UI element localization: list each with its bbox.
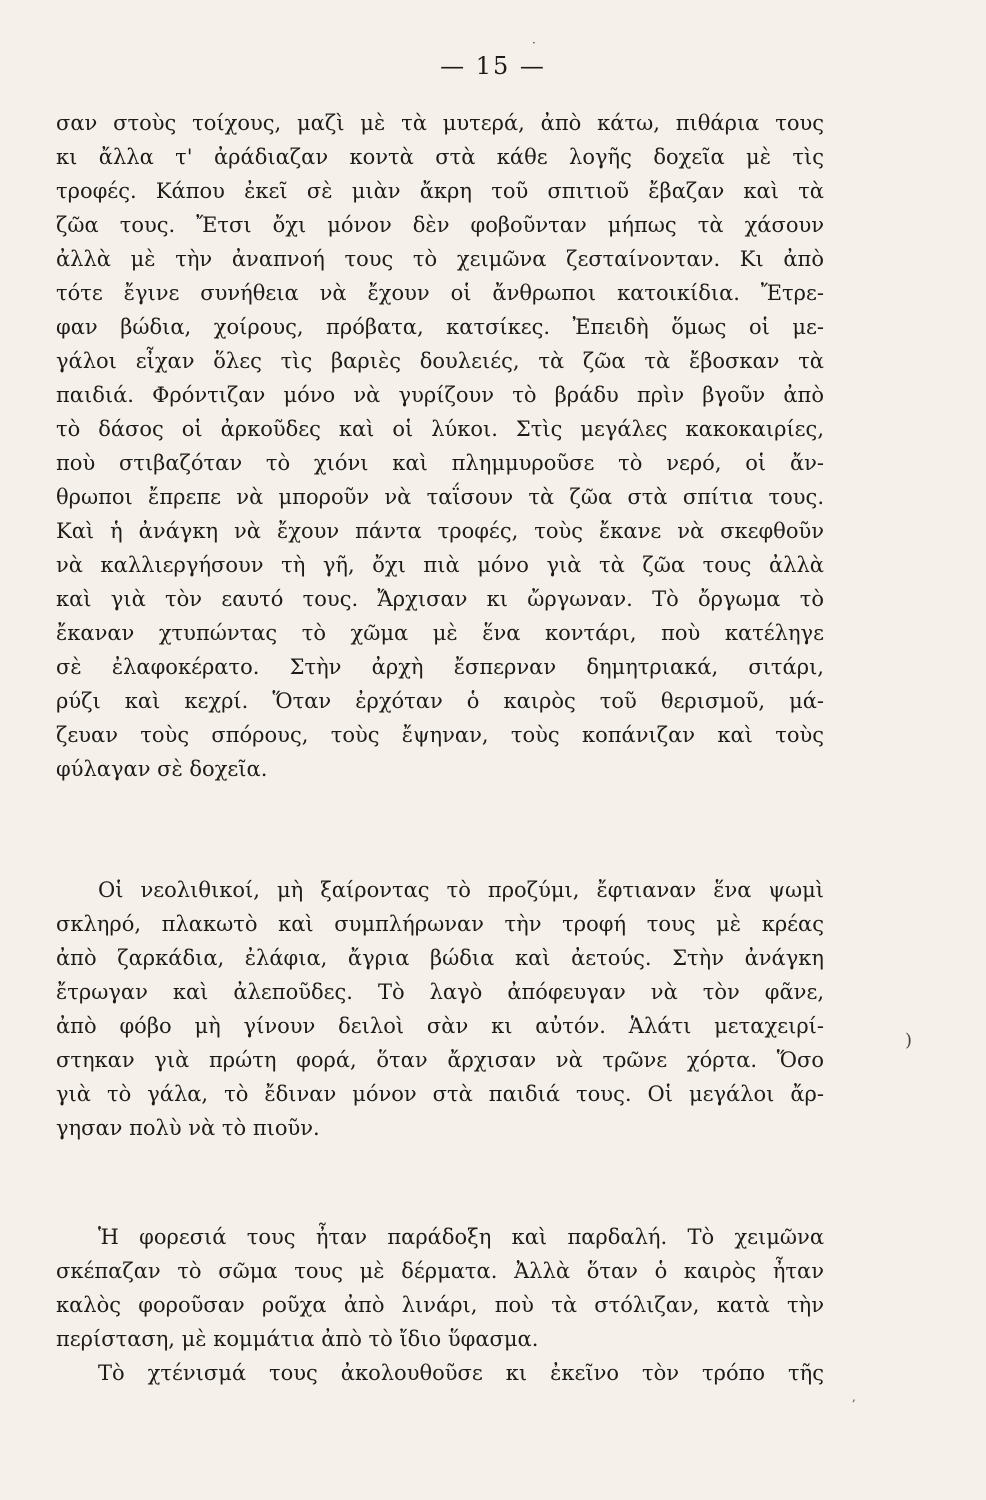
text-line: ἔτρωγαν καὶ ἀλεποῦδες. Τὸ λαγὸ ἀπόφευγαν νὰ τὸν φᾶνε, — [56, 980, 824, 1004]
paragraph-2 — [56, 873, 824, 1145]
text-line: Τὸ χτένισμά τους ἀκολουθοῦσε κι ἐκεῖνο τὸν τρόπο τῆς — [98, 1361, 824, 1385]
margin-comma-mark: , — [852, 1390, 856, 1404]
text-line: παιδιά. Φρόντιζαν μόνο νὰ γυρίζουν τὸ βράδυ πρὶν βγοῦν ἀπὸ — [56, 383, 824, 407]
text-line: τότε ἔγινε συνήθεια νὰ ἔχουν οἱ ἄνθρωποι κατοικίδια. Ἔτρε- — [56, 281, 824, 305]
text-line: ποὺ στιβαζόταν τὸ χιόνι καὶ πλημμυροῦσε τὸ νερό, οἱ ἄν- — [56, 451, 824, 475]
text-line: Ἡ φορεσιά τους ἦταν παράδοξη καὶ παρδαλή. Τὸ χειμῶνα — [98, 1225, 824, 1249]
text-line: ἀπὸ ζαρκάδια, ἐλάφια, ἄγρια βώδια καὶ ἀετούς. Στὴν ἀνάγκη — [56, 946, 824, 970]
text-line: στηκαν γιὰ πρώτη φορά, ὅταν ἄρχισαν νὰ τρῶνε χόρτα. Ὅσο — [56, 1048, 824, 1072]
text-line: καὶ γιὰ τὸν εαυτό τους. Ἄρχισαν κι ὤργωναν. Τὸ ὄργωμα τὸ — [56, 587, 824, 611]
text-line: σὲ ἐλαφοκέρατο. Στὴν ἀρχὴ ἔσπερναν δημητριακά, σιτάρι, — [56, 655, 824, 679]
text-line: φαν βώδια, χοίρους, πρόβατα, κατσίκες. Ἐπειδὴ ὅμως οἱ με- — [56, 315, 824, 339]
paragraph-3 — [56, 1220, 824, 1390]
text-line: γιὰ τὸ γάλα, τὸ ἔδιναν μόνον στὰ παιδιά τους. Οἱ μεγάλοι ἄρ- — [56, 1082, 824, 1106]
text-line: Οἱ νεολιθικοί, μὴ ξαίροντας τὸ προζύμι, ἔφτιαναν ἕνα ψωμὶ — [98, 878, 824, 902]
text-line: ζευαν τοὺς σπόρους, τοὺς ἔψηναν, τοὺς κοπάνιζαν καὶ τοὺς — [56, 723, 824, 747]
page-number: — 15 — — [440, 52, 546, 80]
text-line: φύλαγαν σὲ δοχεῖα. — [56, 757, 268, 781]
text-line: ἀπὸ φόβο μὴ γίνουν δειλοὶ σὰν κι αὐτόν. Ἁλάτι μεταχειρί- — [56, 1014, 824, 1038]
text-line: γάλοι εἶχαν ὅλες τὶς βαριὲς δουλειές, τὰ ζῶα τὰ ἔβοσκαν τὰ — [56, 349, 824, 373]
text-line: θρωποι ἔπρεπε νὰ μποροῦν νὰ ταΐσουν τὰ ζῶα στὰ σπίτια τους. — [56, 485, 824, 509]
text-line: ζῶα τους. Ἔτσι ὄχι μόνον δὲν φοβοῦνταν μήπως τὰ χάσουν — [56, 213, 824, 237]
text-line: ἀλλὰ μὲ τὴν ἀναπνοή τους τὸ χειμῶνα ζεσταίνονταν. Κι ἀπὸ — [56, 247, 824, 271]
text-line: περίσταση, μὲ κομμάτια ἀπὸ τὸ ἴδιο ὕφασμα. — [56, 1327, 539, 1351]
text-line: Καὶ ἡ ἀνάγκη νὰ ἔχουν πάντα τροφές, τοὺς ἔκανε νὰ σκεφθοῦν — [56, 519, 824, 543]
text-line: σκληρό, πλακωτὸ καὶ συμπλήρωναν τὴν τροφή τους μὲ κρέας — [56, 912, 824, 936]
text-line: τροφές. Κάπου ἐκεῖ σὲ μιὰν ἄκρη τοῦ σπιτιοῦ ἔβαζαν καὶ τὰ — [56, 179, 824, 203]
text-line: καλὸς φοροῦσαν ροῦχα ἀπὸ λινάρι, ποὺ τὰ στόλιζαν, κατὰ τὴν — [56, 1293, 824, 1317]
text-line: γησαν πολὺ νὰ τὸ πιοῦν. — [56, 1116, 320, 1140]
margin-paren-mark: ) — [905, 1030, 913, 1051]
text-line: τὸ δάσος οἱ ἀρκοῦδες καὶ οἱ λύκοι. Στὶς μεγάλες κακοκαιρίες, — [56, 417, 824, 441]
text-line: σκέπαζαν τὸ σῶμα τους μὲ δέρματα. Ἀλλὰ ὅταν ὁ καιρὸς ἦταν — [56, 1259, 824, 1283]
margin-dot-mark: · — [532, 36, 536, 50]
paragraph-1 — [56, 106, 824, 786]
text-line: σαν στοὺς τοίχους, μαζὶ μὲ τὰ μυτερά, ἀπὸ κάτω, πιθάρια τους — [56, 111, 824, 135]
text-line: ἔκαναν χτυπώντας τὸ χῶμα μὲ ἕνα κοντάρι, ποὺ κατέληγε — [56, 621, 824, 645]
text-line: νὰ καλλιεργήσουν τὴ γῆ, ὄχι πιὰ μόνο γιὰ τὰ ζῶα τους ἀλλὰ — [56, 553, 824, 577]
text-line: κι ἄλλα τ' ἀράδιαζαν κοντὰ στὰ κάθε λογῆς δοχεῖα μὲ τὶς — [56, 145, 824, 169]
text-line: ρύζι καὶ κεχρί. Ὅταν ἐρχόταν ὁ καιρὸς τοῦ θερισμοῦ, μά- — [56, 689, 824, 713]
